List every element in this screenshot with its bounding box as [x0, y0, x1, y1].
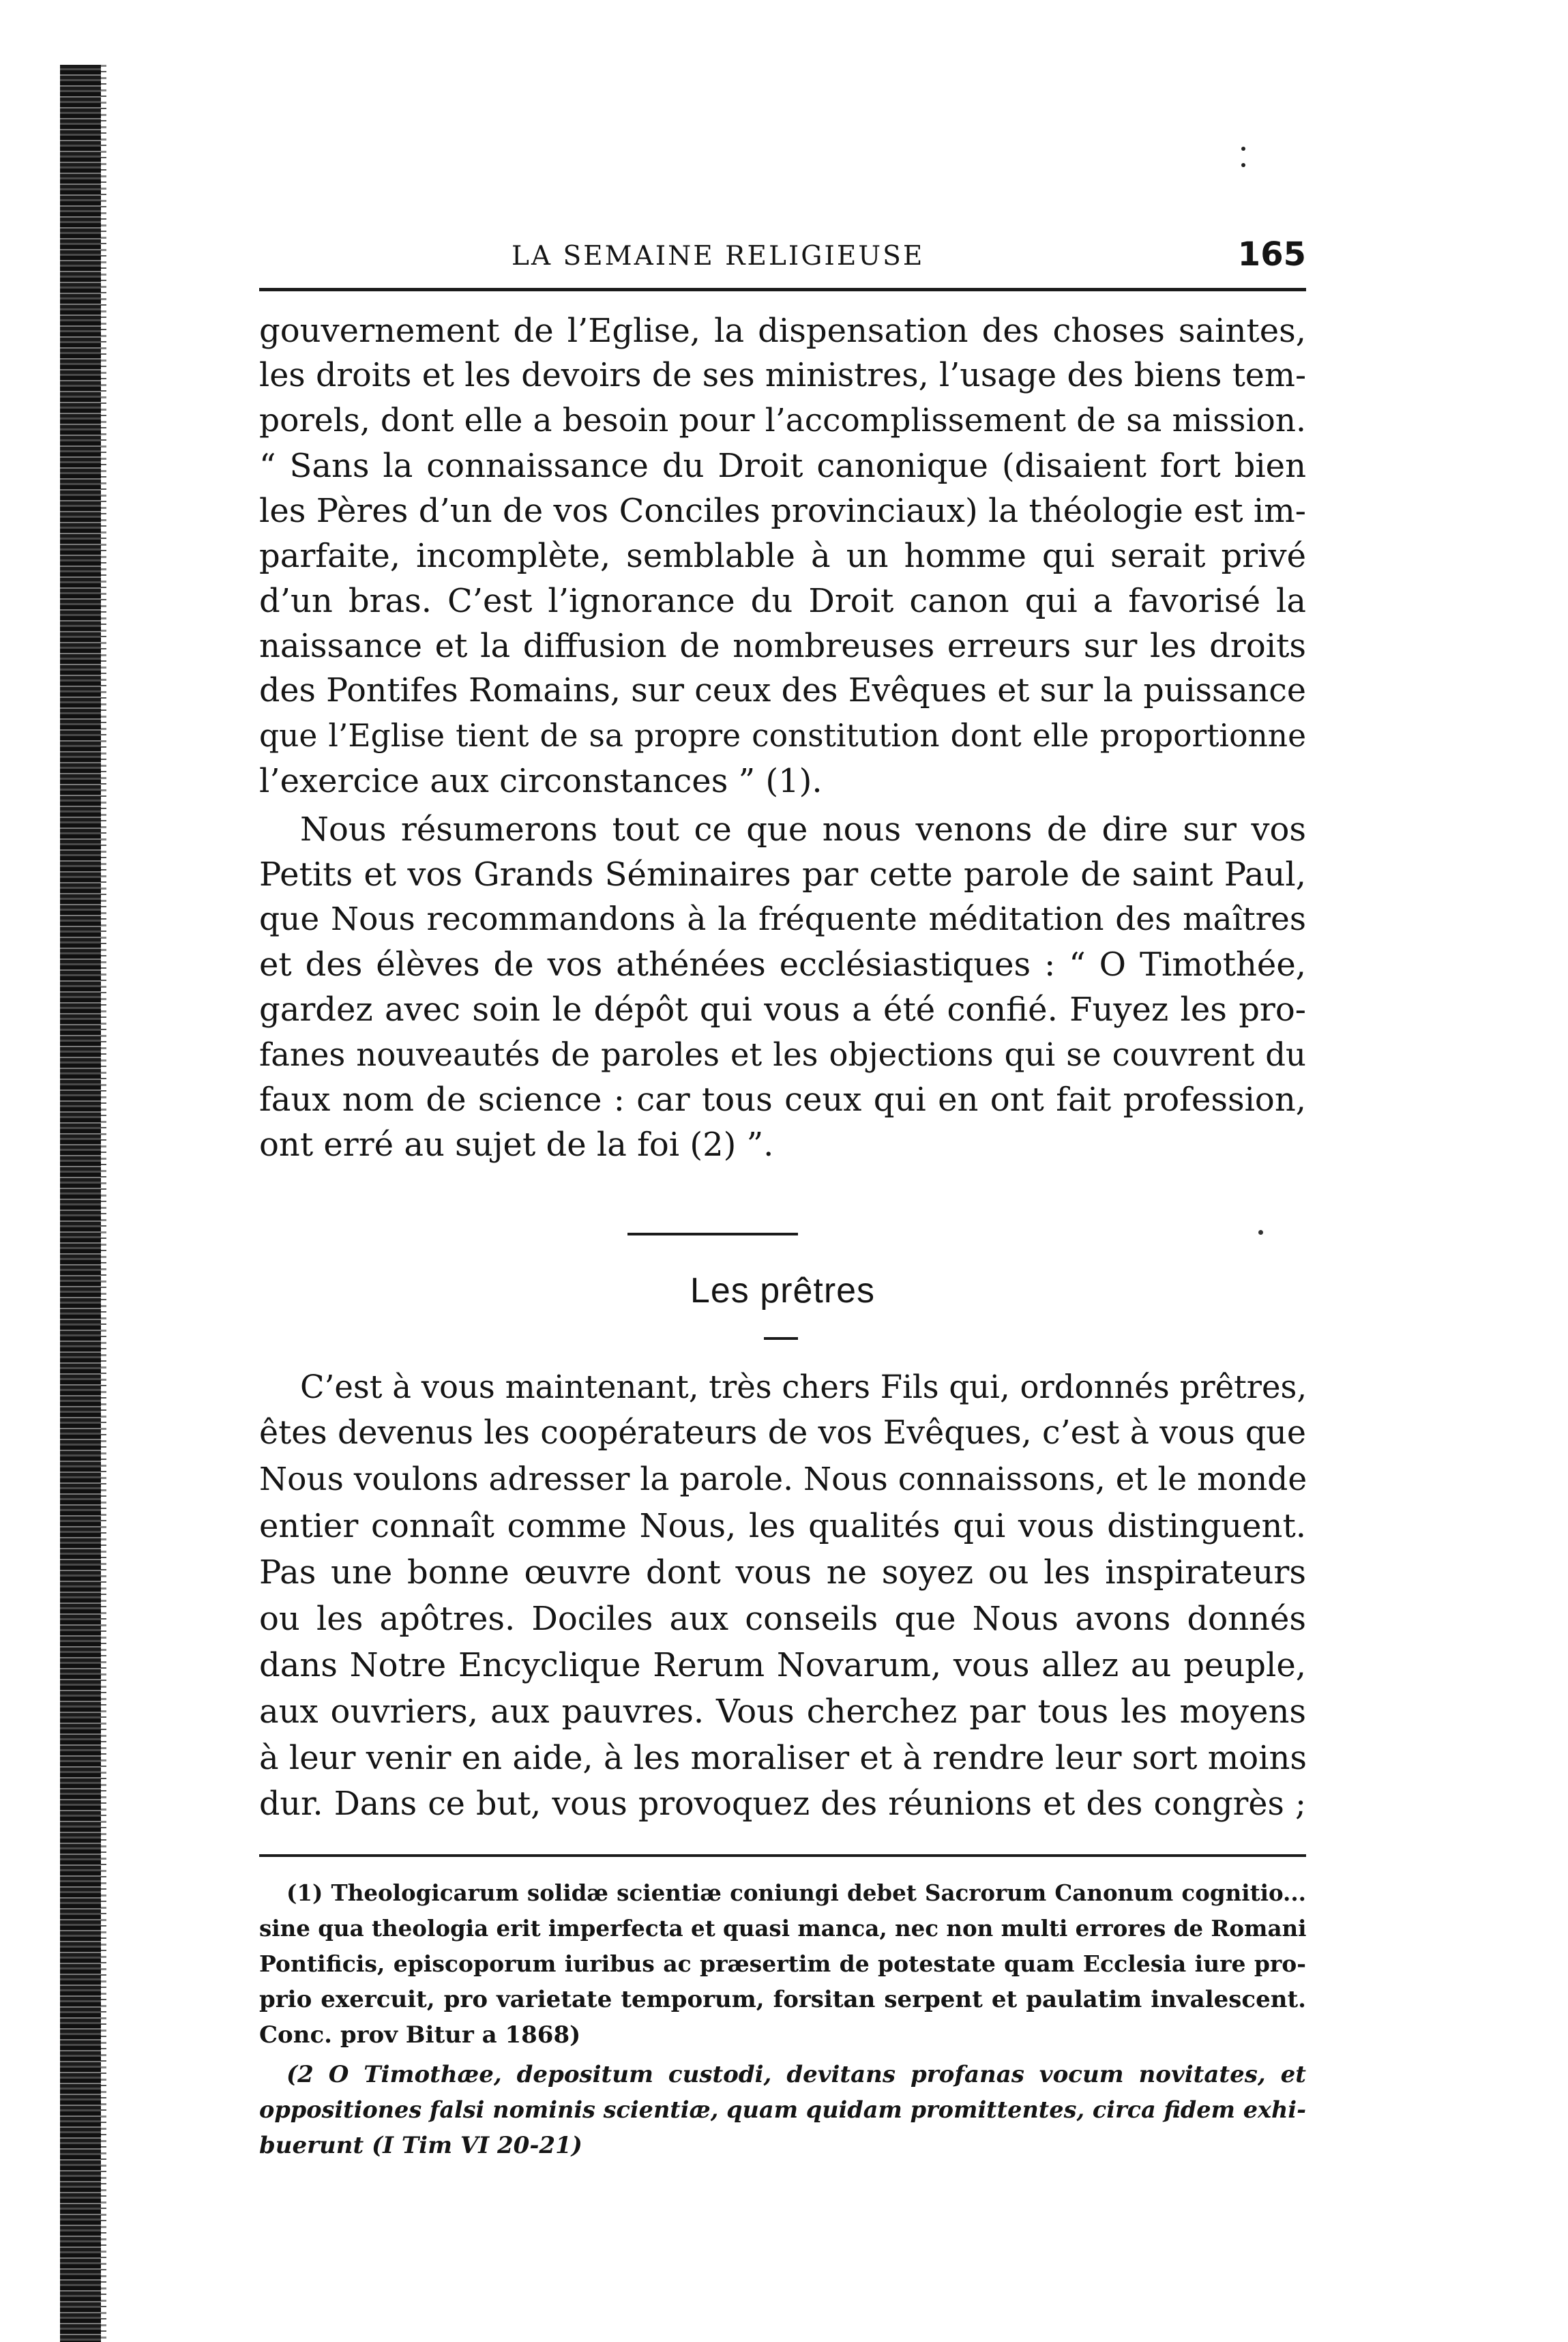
body-line: porels, dont elle a besoin pour l’accomplissement de sa mission.: [259, 402, 1306, 439]
body-line: et des élèves de vos athénées ecclésiastiques : “ O Timothée,: [259, 946, 1306, 984]
section-line: êtes devenus les coopérateurs de vos Evêques, c’est à vous que: [259, 1414, 1306, 1452]
running-title: LA SEMAINE RELIGIEUSE: [512, 241, 925, 272]
ink-speck: [1258, 1230, 1263, 1235]
book-binding-edge: [60, 65, 101, 2342]
paper-specks: [1241, 147, 1249, 188]
footnote-line: Conc. prov Bitur a 1868): [259, 2021, 581, 2049]
body-line: ont erré au sujet de la foi (2) ”.: [259, 1126, 774, 1164]
body-line: que Nous recommandons à la fréquente méditation des maîtres: [259, 901, 1306, 938]
body-line: des Pontifes Romains, sur ceux des Evêques et sur la puissance: [259, 672, 1306, 709]
section-line: C’est à vous maintenant, très chers Fils qui, ordonnés prêtres,: [300, 1368, 1307, 1405]
footnote-line: sine qua theologia erit imperfecta et quasi manca, nec non multi errores de Romani: [259, 1915, 1307, 1942]
section-divider: [627, 1233, 798, 1235]
title-dash: [764, 1337, 798, 1340]
section-line: à leur venir en aide, à les moraliser et à rendre leur sort moins: [259, 1739, 1307, 1777]
section-line: aux ouvriers, aux pauvres. Vous cherchez par tous les moyens: [259, 1693, 1306, 1731]
body-line: les droits et les devoirs de ses ministres, l’usage des biens tem-: [259, 357, 1306, 394]
body-line: parfaite, incomplète, semblable à un homme qui serait privé: [259, 537, 1306, 575]
section-line: dans Notre Encyclique Rerum Novarum, vous allez au peuple,: [259, 1646, 1306, 1684]
header-rule: [259, 288, 1306, 291]
body-line: Nous résumerons tout ce que nous venons de dire sur vos: [300, 810, 1306, 849]
section-line: Nous voulons adresser la parole. Nous connaissons, et le monde: [259, 1461, 1307, 1498]
footnote-line: (1) Theologicarum solidæ scientiæ coniungi debet Sacrorum Canonum cognitio...: [286, 1879, 1306, 1906]
body-line: naissance et la diffusion de nombreuses erreurs sur les droits: [259, 627, 1306, 665]
body-line: gouvernement de l’Eglise, la dispensation des choses saintes,: [259, 312, 1306, 350]
page-number: 165: [1237, 235, 1306, 274]
footnote-line: Pontificis, episcoporum iuribus ac præsertim de potestate quam Ecclesia iure pro-: [259, 1950, 1306, 1977]
body-line: Petits et vos Grands Séminaires par cette parole de saint Paul,: [259, 855, 1306, 894]
section-line: entier connaît comme Nous, les qualités qui vous distinguent.: [259, 1507, 1306, 1545]
footnote-line: buerunt (I Tim VI 20-21): [259, 2132, 582, 2159]
body-line: que l’Eglise tient de sa propre constitution dont elle proportionne: [259, 718, 1306, 754]
body-line: “ Sans la connaissance du Droit canonique (disaient fort bien: [259, 447, 1306, 485]
body-line: d’un bras. C’est l’ignorance du Droit canon qui a favorisé la: [259, 582, 1306, 620]
section-line: dur. Dans ce but, vous provoquez des réunions et des congrès ;: [259, 1785, 1306, 1823]
footnote-rule: [259, 1854, 1306, 1857]
body-line: faux nom de science : car tous ceux qui en ont fait profession,: [259, 1081, 1306, 1119]
section-line: ou les apôtres. Dociles aux conseils que Nous avons donnés: [259, 1600, 1306, 1638]
running-header: [259, 235, 1306, 283]
footnote-line: (2 O Timothæe, depositum custodi, devitans profanas vocum novitates, et: [286, 2061, 1306, 2088]
body-line: gardez avec soin le dépôt qui vous a été confié. Fuyez les pro-: [259, 991, 1306, 1029]
footnote-line: prio exercuit, pro varietate temporum, forsitan serpent et paulatim invalescent.: [259, 1986, 1306, 2013]
section-line: Pas une bonne œuvre dont vous ne soyez ou les inspirateurs: [259, 1553, 1306, 1592]
body-line: fanes nouveautés de paroles et les objections qui se couvrent du: [259, 1036, 1306, 1073]
footnote-line: oppositiones falsi nominis scientiæ, quam quidam promittentes, circa fidem exhi-: [259, 2096, 1306, 2123]
section-title: Les prêtres: [690, 1271, 876, 1311]
body-line: l’exercice aux circonstances ” (1).: [259, 762, 823, 800]
page-gutter-shadow: [101, 65, 106, 2342]
body-line: les Pères d’un de vos Conciles provinciaux) la théologie est im-: [259, 492, 1306, 530]
